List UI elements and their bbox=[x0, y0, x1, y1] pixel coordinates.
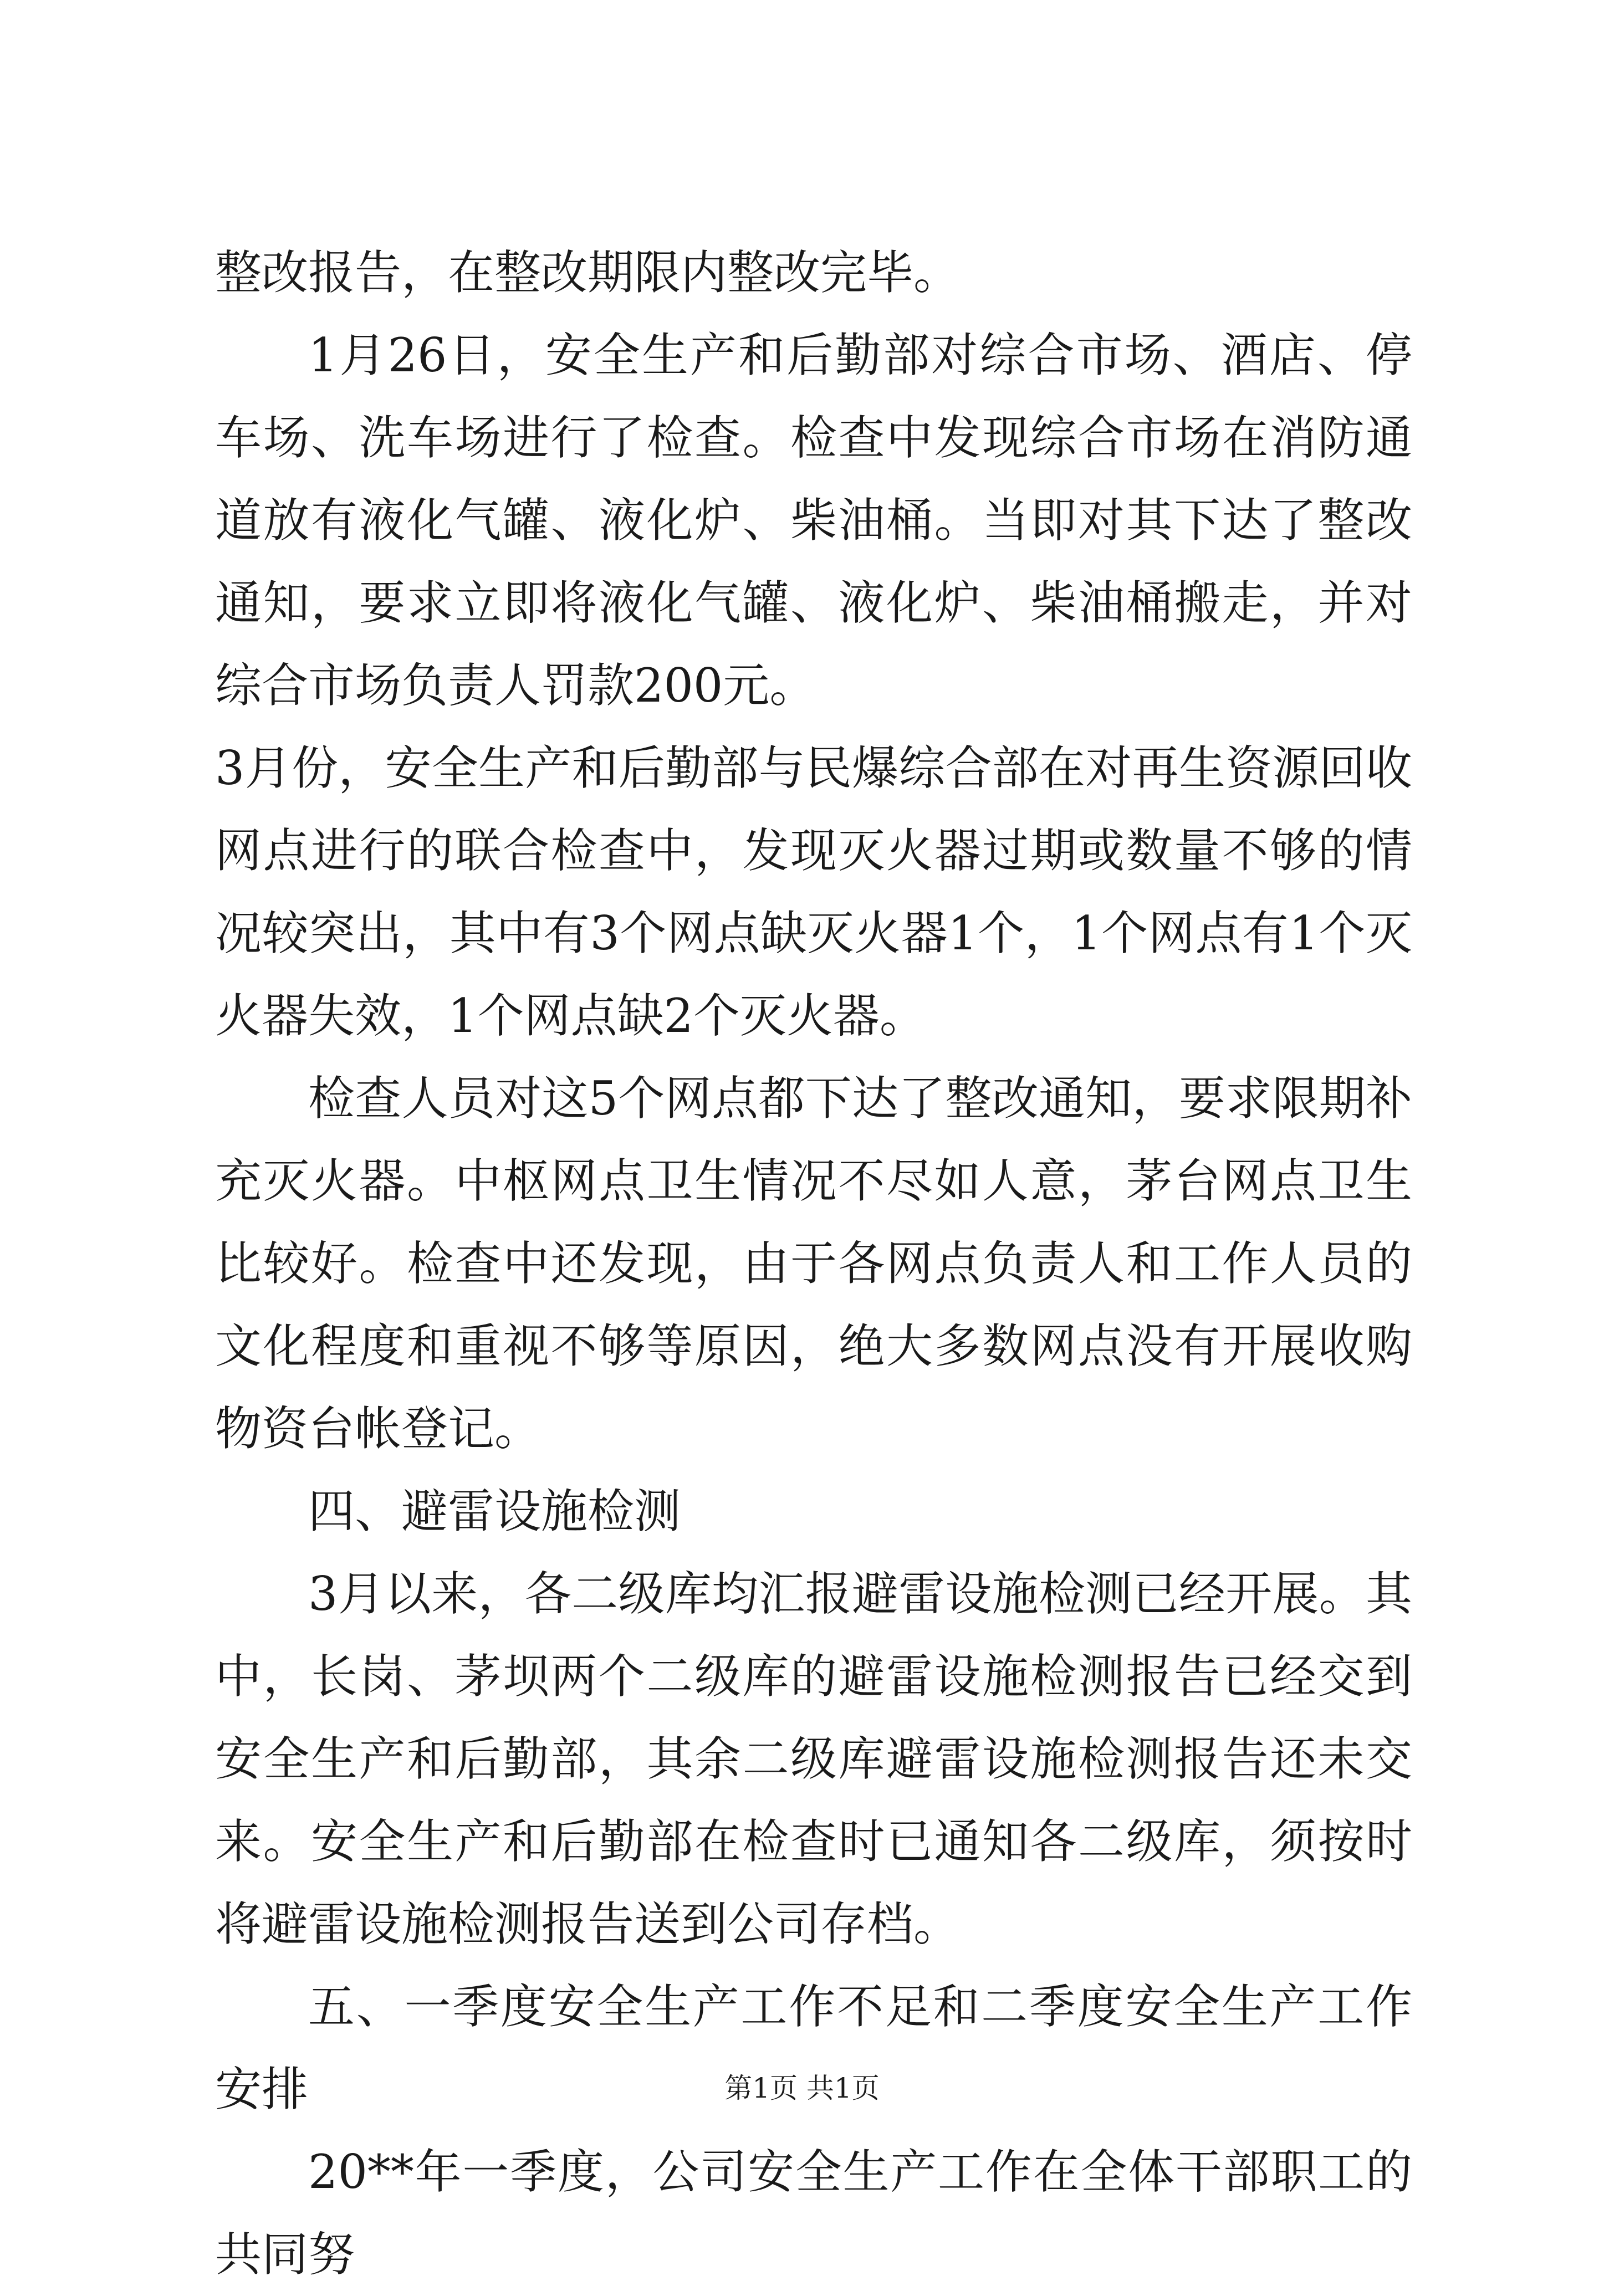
page-footer bbox=[0, 2072, 1604, 2105]
document-body bbox=[215, 232, 1412, 2296]
paragraph: 3月份，安全生产和后勤部与民爆综合部在对再生资源回收网点进行的联合检查中，发现灭火器过期或数量不够的情况较突出，其中有3个网点缺灭火器1个，1个网点有1个灭火器失效，1个网点缺2个灭火器。 bbox=[215, 741, 1412, 1043]
paragraph: 1月26日，安全生产和后勤部对综合市场、酒店、停车场、洗车场进行了检查。检查中发现综合市场在消防通道放有液化气罐、液化炉、柴油桶。当即对其下达了整改通知，要求立即将液化气罐、液化炉、柴油桶搬走，并对综合市场负责人罚款200元。 bbox=[215, 328, 1412, 713]
section-heading: 四、避雷设施检测 bbox=[308, 1484, 681, 1538]
page-number-label: 第1页 共1页 bbox=[724, 2072, 880, 2104]
paragraph: 3月以来，各二级库均汇报避雷设施检测已经开展。其中，长岗、茅坝两个二级库的避雷设施检测报告已经交到安全生产和后勤部，其余二级库避雷设施检测报告还未交来。安全生产和后勤部在检查时已通知各二级库，须按时将避雷设施检测报告送到公司存档。 bbox=[215, 1567, 1412, 1951]
paragraph: 20**年一季度，公司安全生产工作在全体干部职工的共同努 bbox=[215, 2145, 1412, 2282]
section-heading: 五、一季度安全生产工作不足和二季度安全生产工作安排 bbox=[215, 1980, 1412, 2116]
paragraph: 检查人员对这5个网点都下达了整改通知，要求限期补充灭火器。中枢网点卫生情况不尽如人意，茅台网点卫生比较好。检查中还发现，由于各网点负责人和工作人员的文化程度和重视不够等原因，绝大多数网点没有开展收购物资台帐登记。 bbox=[215, 1071, 1412, 1456]
paragraph: 整改报告，在整改期限内整改完毕。 bbox=[215, 246, 961, 300]
